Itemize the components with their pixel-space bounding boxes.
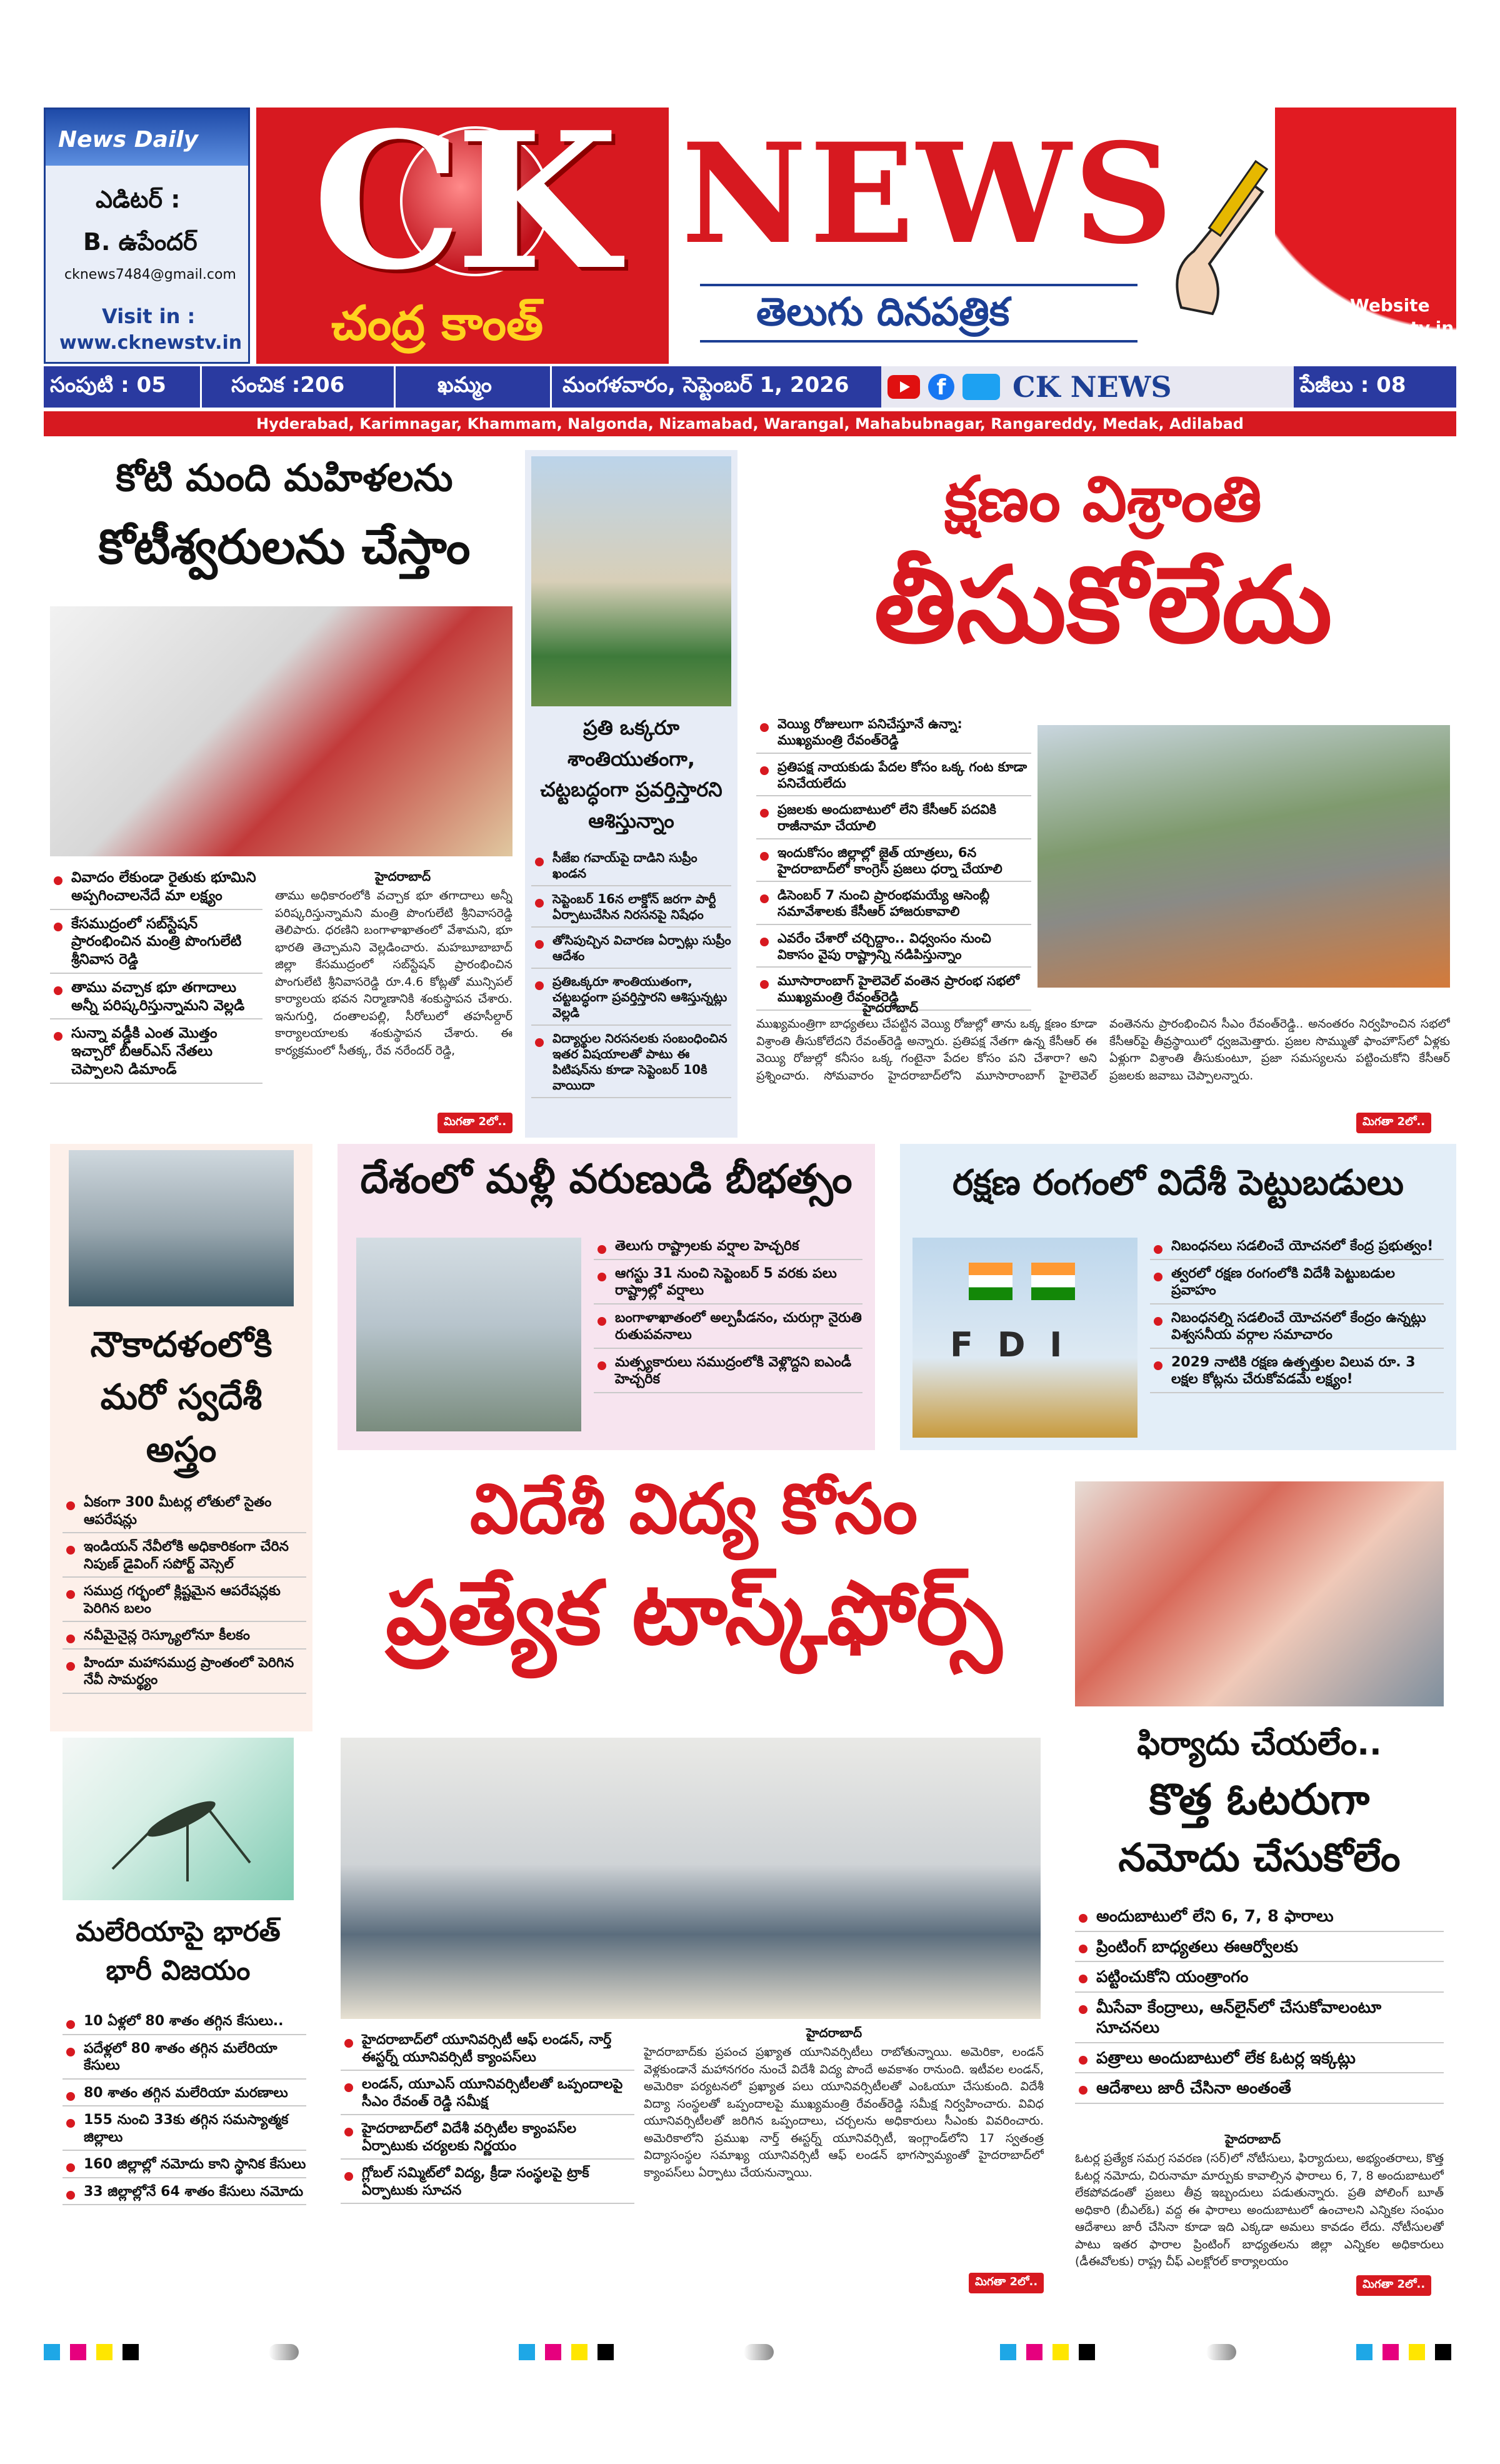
pen-hand-icon [1156,145,1281,333]
registration-marks [1000,2344,1095,2360]
bullet: ఇండియన్ నేవీలోకి అధికారికంగా చేరిన నిపుణ్ డైవింగ్ సపోర్ట్ వెస్సెల్ [62,1538,306,1578]
bridge-photo [1038,725,1450,988]
tagline-underline [700,284,1138,286]
place-name: ఖమ్మం [438,373,492,398]
headline: కోటి మంది మహిళలను [116,456,453,500]
story-court [525,450,738,1138]
bullet: 160 జిల్లాల్లో నమోదు కాని స్థానిక కేసులు [62,2156,306,2178]
headline: రక్షణ రంగంలో విదేశీ పెట్టుబడులు [952,1163,1404,1203]
bullet: ఏకంగా 300 మీటర్ల లోతులో సైతం ఆపరేషన్లు [62,1494,306,1533]
bullet: తెలుగు రాష్ట్రాలకు వర్షాల హెచ్చరిక [594,1238,862,1260]
bullet: బంగాళాఖాతంలో అల్పపీడనం, చురుగ్గా నైరుతి రుతుపవనాలు [594,1310,862,1349]
fdi-photo [912,1238,1138,1438]
masthead [44,91,1456,364]
bullet: ఆగస్టు 31 నుంచి సెప్టెంబర్ 5 వరకు పలు రాష్ట్రాల్లో వర్షాలు [594,1265,862,1305]
bullet: మత్స్యకారులు సముద్రంలోకి వెళ్లొద్దని ఐఎండీ హెచ్చరిక [594,1354,862,1393]
info-bar [44,366,1456,408]
bullet: ఎవరేం చేశారో చర్చిద్దాం.. విధ్వంసం నుంచి వికాసం వైపు రాష్ట్రాన్ని నడిపిస్తున్నాం [756,930,1031,968]
bullet-list [50,869,262,1089]
logo-telugu: చంద్ర కాంత్ [331,295,544,351]
headline: నమోదు చేసుకోలేం [1118,1835,1401,1880]
continued-link[interactable]: మిగతా 2లో.. [1356,1113,1431,1133]
bullet-list [1150,1238,1444,1398]
headline: కొత్త ఓటరుగా [1149,1775,1370,1825]
headline: నౌకాదళంలోకి మరో స్వదేశీ అస్త్రం [90,1325,272,1470]
bullet: మూసారాంబాగ్ హైలెవెల్ వంతెన ప్రారంభ సభలో ముఖ్యమంత్రి రేవంత్‌రెడ్డి [756,973,1031,1011]
mosquito-photo [62,1738,294,1900]
news-title: NEWS [681,113,1176,274]
bullet: సీజేఐ గవాయ్‌పై దాడిని సుప్రీం ఖండన [531,850,731,886]
meeting-photo [341,1738,1041,2019]
bullet: డిసెంబర్ 7 నుంచి ప్రారంభమయ్యే ఆసెంబ్లీ సమావేశాలకు కేసీఆర్ హాజరుకావాలి [756,887,1031,925]
editor-box [44,108,250,364]
registration-marks [1206,2344,1236,2360]
registration-marks [744,2344,774,2360]
registration-marks [269,2344,299,2360]
article-body: హైదరాబాద్‌కు ప్రపంచ ప్రఖ్యాత యూనివర్సిటీలు రాబోతున్నాయి. అమెరికా, లండన్ వెళ్లకుండానే మహానగరం నుంచే విదేశీ విద్య పొందే అవకాశం రానుంది. ఇటీవల లండన్, అమెరికా పర్యటనలో ప్రఖ్యాత పలు యూనివర్సిటీలతో ఎంఓయూ చేసుకుంది. విదేశీ విద్యా సంస్థలతో ఒప్పందాలపై ముఖ్యమంత్రి రేవంత్‌రెడ్డి సమీక్ష నిర్వహించారు. వివిధ యూనివర్సిటీలతో జరిగిన ఒప్పందాలు, చర్చలను అధికారులు సీఎంకు వివరించారు. అమెరికాలోని ప్రముఖ నార్త్ ఈస్టర్న్ యూనివర్సిటీ, ఇంగ్లాండ్‌లోని 17 స్వతంత్ర విద్యాసంస్థల సమాఖ్య యూనివర్సిటీ ఆఫ్ లండన్ భాగస్వామ్యంతో హైదరాబాద్‌లో క్యాంపస్‌లు ఏర్పాటు చేయనున్నాయి. [644,2045,1044,2180]
story-women [50,450,519,1138]
story-voters [1062,1475,1456,2313]
bullet: 2029 నాటికి రక్షణ ఉత్పత్తుల విలువ రూ. 3 లక్షల కోట్లను చేరుకోవడమే లక్ష్యం! [1150,1354,1444,1393]
bar-divider [200,366,202,408]
fdi-label: F D I [950,1325,1069,1365]
article-body: ముఖ్యమంత్రిగా బాధ్యతలు చేపట్టిన వెయ్యి రోజుల్లో తాను ఒక్క క్షణం కూడా విశ్రాంతి తీసుకోలేదని రేవంత్‌రెడ్డి అన్నారు. ప్రతిపక్ష నేతగా ఉన్న కేసీఆర్ ఈ వెయ్యి రోజుల్లో కనీసం ఒక్క గంటైనా పేదల కోసం పని చేశారా? అని ప్రశ్నించారు. సోమవారం హైదరాబాద్‌లోని మూసారాంబాగ్ హైలెవెల్ వంతెనను ప్రారంభించిన సీఎం రేవంత్‌రెడ్డి.. అనంతరం నిర్వహించిన సభలో కేసీఆర్‌పై తీవ్రస్థాయిలో ధ్వజమెత్తారు. ప్రజల సొమ్ముతో ఫాంహౌస్‌లో ఏళ్లకు ఏళ్లుగా విశ్రాంతి తీసుకుంటూ, ప్రజా సమస్యలను పట్టించుకోని కేసీఆర్ ప్రజలకు జవాబు చెప్పాలన్నారు. [756,1017,1450,1083]
bullet: హైదరాబాద్‌లో విదేశీ వర్సిటీల క్యాంపస్‌ల ఏర్పాటుకు చర్యలకు నిర్ణయం [341,2120,634,2160]
facebook-icon[interactable]: f [928,374,954,400]
bullet: నిబంధనలు సడలించే యోచనలో కేంద్ర ప్రభుత్వం! [1150,1238,1444,1260]
bullet: 155 నుంచి 33కు తగ్గిన సమస్యాత్మక జిల్లాలు [62,2111,306,2151]
dateline: హైదరాబాద్ [806,2025,862,2040]
tagline-underline-bottom [700,340,1138,343]
bullet-list [1075,1906,1444,2109]
bullet: ప్రతిఒక్కరూ శాంతియుతంగా, చట్టబద్ధంగా ప్రవర్తిస్తారని ఆశిస్తున్నట్లు వెల్లడి [531,974,731,1026]
bullet: లండన్, యూఎస్ యూనివర్సిటీలతో ఒప్పందాలపై సీఎం రేవంత్ రెడ్డి సమీక్ష [341,2076,634,2115]
continued-link[interactable]: మిగతా 2లో.. [1356,2275,1431,2296]
youtube-icon[interactable] [888,375,920,399]
headline: విదేశీ విద్య కోసం [469,1469,918,1549]
dateline: హైదరాబాద్ [862,1000,919,1015]
dateline: హైదరాబాద్ [375,869,431,884]
bar-divider [394,366,396,408]
visit-label: Visit in : [102,304,196,328]
website-url[interactable]: cknewstv.in [1338,318,1454,338]
logo-letters: CK [312,91,612,311]
headline: మలేరియాపై భారత్ భారీ విజయం [76,1916,281,1986]
navy-ship-photo [69,1150,294,1306]
editor-name: B. ఉపేందర్ [83,228,198,256]
issue-number: సంచిక :206 [231,373,345,398]
bullet: అందుబాటులో లేని 6, 7, 8 ఫారాలు [1075,1906,1444,1932]
bullet: సెప్టెంబర్ 16న లాక్డోన్ జరగా పార్టీ ఏర్పాటుచేసిన నిరసనపై నిషేధం [531,891,731,928]
editor-email: cknews7484@gmail.com [64,267,236,283]
bullet: 10 ఏళ్లలో 80 శాతం తగ్గిన కేసులు.. [62,2013,306,2035]
bullet: సున్నా వడ్డీకి ఎంత మొత్తం ఇచ్చారో బీఆర్ఎస్ నేతలు చెప్పాలని డిమాండ్ [50,1024,262,1083]
bullet: విద్యార్థుల నిరసనలకు సంబంధించిన ఇతర విషయాలతో పాటు ఈ పిటిషన్‌ను కూడా సెప్టెంబర్ 10కి వాయిదా [531,1031,731,1098]
headline: క్షణం విశ్రాంతి [944,463,1262,536]
story-rain [338,1144,875,1450]
registration-marks [519,2344,614,2360]
registration-marks [44,2344,139,2360]
headline: ఫిర్యాదు చేయలేం.. [1137,1725,1382,1763]
continued-link[interactable]: మిగతా 2లో.. [969,2273,1044,2293]
bar-divider [550,366,552,408]
bullet: ప్రింటింగ్ బాధ్యతలు ఈఆర్వోలకు [1075,1937,1444,1963]
registration-marks [1356,2344,1451,2360]
bullet: సముద్ర గర్భంలో క్లిష్టమైన ఆపరేషన్లకు పెరిగిన బలం [62,1583,306,1622]
bullet: ప్రతిపక్ష నాయకుడు పేదల కోసం ఒక్క గంట కూడా పనిచేయలేదు [756,759,1031,797]
headline: దేశంలో మళ్లీ వరుణుడి బీభత్సం [360,1156,852,1203]
bullet: హిందూ మహాసముద్ర ప్రాంతంలో పెరిగిన నేవీ సామర్థ్యం [62,1655,306,1694]
headline: కోటీశ్వరులను చేస్తాం [98,519,471,574]
mosquito-icon [62,1738,294,1900]
bullet: పత్రాలు అందుబాటులో లేక ఓటర్ల ఇక్కట్లు [1075,2048,1444,2074]
continued-link[interactable]: మిగతా 2లో.. [438,1113,512,1133]
flag-icon [1031,1263,1075,1300]
bullet-list [594,1238,862,1398]
bullet: తాము వచ్చాక భూ తగాదాలు అన్నీ పరిష్కరిస్తున్నామని వెల్లడి [50,979,262,1020]
story-navy [50,1144,312,1731]
bullet-list [62,1494,306,1699]
story-rest [750,450,1456,1138]
article-body: తాము అధికారంలోకి వచ్చాక భూ తగాదాలు అన్నీ పరిష్కరిస్తున్నామని మంత్రి పొంగులేటి శ్రీనివాసరెడ్డి తెలిపారు. ధరణిని బంగాళాఖాతంలో వేశామని, భూ భారతి తెచ్చామని వెల్లడించారు. మహబూబాబాద్ జిల్లా కేసముద్రంలో సబ్‌స్టేషన్ ప్రారంభించిన పొంగులేటి శ్రీనివాసరెడ్డి రూ.4.6 కోట్లతో మున్సిపల్ కార్యాలయ భవన నిర్మాణానికి శంకుస్థాపన చేశారు. ఇనుగుర్తి, దంతాలపల్లి, సీరోలులో తహసీల్దార్ కార్యాలయాలకు శంకుస్థాపన చేశారు. ఈ కార్యక్రమంలో సీతక్క, రేవ నరేందర్ రెడ్డి, [275,889,512,1058]
dateline: హైదరాబాద్ [1225,2131,1281,2146]
bullet: ప్రజలకు అందుబాటులో లేని కేసీఆర్ పదవికి రాజీనామా చేయాలి [756,801,1031,839]
bullet: త్వరలో రక్షణ రంగంలోకి విదేశీ పెట్టుబడుల ప్రవాహం [1150,1265,1444,1305]
bullet: ఆదేశాలు జారీ చేసినా అంతంతే [1075,2078,1444,2104]
court-photo [531,456,731,706]
bullet: నవీమైనైన్ల రెస్క్యూలోనూ కీలకం [62,1627,306,1650]
bullet: వెయ్యి రోజులుగా పనిచేస్తూనే ఉన్నా: ముఖ్యమంత్రి రేవంత్‌రెడ్డి [756,716,1031,754]
news-daily-label: News Daily [58,127,199,153]
bullet-list [531,850,731,1103]
flag-icon [969,1263,1012,1300]
article-body: ఓటర్ల ప్రత్యేక సమగ్ర సవరణ (సర్)లో నోటీసులు, ఫిర్యాదులు, అభ్యంతరాలు, కొత్త ఓటర్ల నమోదు, చిరునామా మార్పుకు కావాల్సిన ఫారాలు 6, 7, 8 అందుబాటులో లేకపోవడంతో ప్రజలు తీవ్ర ఇబ్బందులు పడుతున్నారు. ప్రతి పోలింగ్ బూత్ అధికారి (బీఎల్ఓ) వద్ద ఈ ఫారాలు అందుబాటులో ఉంచాలని ఎన్నికల సంఘం ఆదేశాలు జారీ చేసినా కూడా ఇది ఎక్కడా అమలు కావడం లేదు. నోటీసులతో పాటు ఇతర ఫారాల ప్రింటింగ్ బాధ్యతలను జిల్లా ఎన్నికల అధికారులు (డీఈవోలకు) రాష్ట్ర చీఫ్ ఎలక్టోరల్ కార్యాలయం [1075,2151,1444,2269]
bullet: మీసేవా కేంద్రాలు, ఆన్‌లైన్‌లో చేసుకోవాలంటూ సూచనలు [1075,1998,1444,2043]
bullet: ఇందుకోసం జిల్లాల్లో జైత్ యాత్రలు, 6న హైదరాబాద్‌లో కాంగ్రెస్ ప్రజలు ధర్నా చేయాలి [756,844,1031,883]
headline: తీసుకోలేదు [874,544,1332,666]
bullet-list [341,2031,634,2209]
visit-url[interactable]: www.cknewstv.in [59,332,242,354]
bullet-list [756,716,1031,1016]
page-count: పేజీలు : 08 [1300,373,1406,398]
story-edu [331,1463,1056,2313]
website-badge [1275,108,1456,364]
ck-logo [256,91,669,364]
editor-label: ఎడిటర్ : [96,186,181,213]
voters-photo [1075,1481,1444,1706]
story-malaria [50,1738,312,2313]
twitter-icon[interactable] [962,374,1000,400]
bullet: హైదరాబాద్‌లో యూనివర్సిటీ ఆఫ్ లండన్, నార్త్ ఈస్టర్న్ యూనివర్సిటీ క్యాంపస్‌లు [341,2031,634,2071]
bullet: తోసిపుచ్చిన విచారణ ఏర్పాట్లు సుప్రీం ఆదేశం [531,933,731,969]
bullet: 80 శాతం తగ్గిన మలేరియా మరణాలు [62,2085,306,2107]
flood-photo [356,1238,581,1431]
bullet: 33 జిల్లాల్లోనే 64 శాతం కేసులు నమోదు [62,2183,306,2206]
bullet: కేసముద్రంలో సబ్‌స్టేషన్ ప్రారంభించిన మంత్రి పొంగులేటి శ్రీనివాస రెడ్డి [50,915,262,974]
cities-bar: Hyderabad, Karimnagar, Khammam, Nalgonda, Nizamabad, Warangal, Mahabubnagar, Rangareddy, Medak, Adilabad [44,411,1456,436]
bullet: పదేళ్లలో 80 శాతం తగ్గిన మలేరియా కేసులు [62,2040,306,2080]
social-box [881,366,1294,408]
bullet: వివాదం లేకుండా రైతుకు భూమిని అప్పగించాలనేదే మా లక్ష్యం [50,869,262,910]
bullet: గ్లోబల్ సమ్మిట్‌లో విద్య, క్రీడా సంస్థలపై ట్రాక్ ఏర్పాటుకు సూచన [341,2165,634,2204]
issue-date: మంగళవారం, సెప్టెంబర్ 1, 2026 [562,373,849,398]
story-fdi [900,1144,1456,1450]
bullet: పట్టించుకోని యంత్రాంగం [1075,1967,1444,1993]
caption: ప్రతి ఒక్కరూ శాంతియుతంగా, చట్టబద్ధంగా ప్రవర్తిస్తారని ఆశిస్తున్నాం [540,716,722,833]
bullet-list [62,2013,306,2210]
website-label: Website [1350,295,1430,316]
newspaper-tagline: తెలుగు దినపత్రిక [756,289,1010,334]
volume-number: సంపుటి : 05 [50,373,166,398]
bullet: నిబంధనల్ని సడలించే యోచనలో కేంద్రం ఉన్నట్లు విశ్వసనీయ వర్గాల సమాచారం [1150,1310,1444,1349]
brand-name: CK NEWS [1012,370,1172,404]
headline: ప్రత్యేక టాస్క్‌ఫోర్స్ [386,1563,1002,1665]
minister-photo [50,606,512,856]
